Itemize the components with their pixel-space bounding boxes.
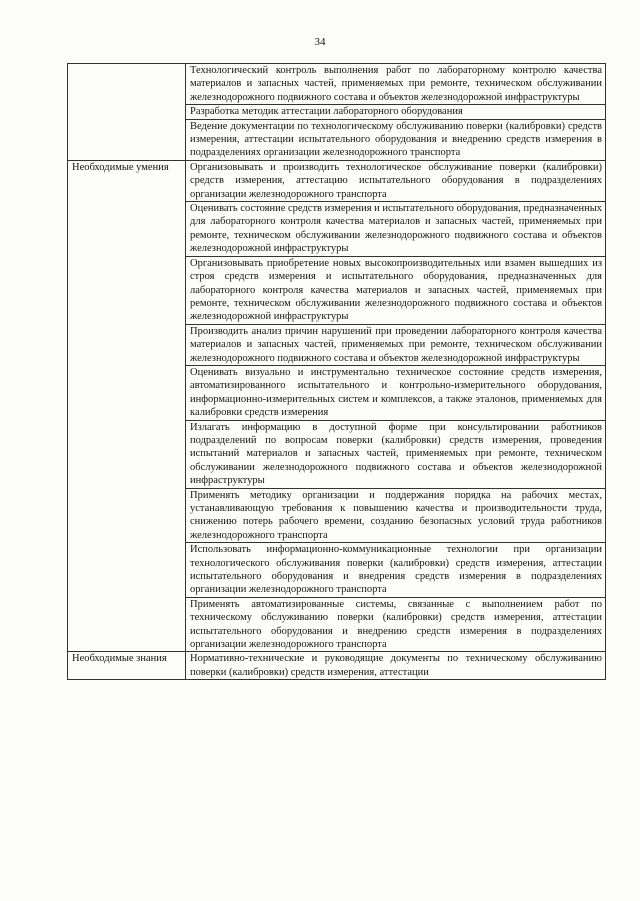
row-text: Производить анализ причин нарушений при проведении лабораторного контроля качества материалов и запасных частей, применяемых при ремонте, техническом обслуживании железнодорожного подвижного состава и объектов железнодорожной инфраструктуры	[186, 324, 606, 365]
table-row	[68, 543, 606, 598]
row-text: Излагать информацию в доступной форме при консультировании работников подразделений по вопросам поверки (калибровки) средств измерения, проведения испытаний материалов и запасных частей, применяемых при ремонте, техническом обслуживании железнодорожного подвижного состава и объектов железнодорожной инфраструктуры	[186, 420, 606, 488]
row-label	[68, 105, 186, 119]
row-label	[68, 119, 186, 160]
table-row	[68, 160, 606, 201]
table-row	[68, 652, 606, 680]
requirements-table	[67, 63, 606, 680]
table-row	[68, 202, 606, 257]
row-label	[68, 324, 186, 365]
row-label	[68, 488, 186, 543]
row-label	[68, 365, 186, 420]
row-label	[68, 256, 186, 324]
table-row	[68, 324, 606, 365]
row-label	[68, 597, 186, 652]
row-text: Применять автоматизированные системы, связанные с выполнением работ по техническому обслуживанию поверки (калибровки) средств измерения, аттестации испытательного оборудования и внедрению средств измерения в подразделениях организации железнодорожного транспорта	[186, 597, 606, 652]
row-text: Применять методику организации и поддержания порядка на рабочих местах, устанавливающую требования к повышению качества и производительности труда, снижению потерь рабочего времени, созданию безопасных условий труда работников железнодорожного транспорта	[186, 488, 606, 543]
page-number: 34	[314, 36, 326, 48]
row-text: Оценивать состояние средств измерения и испытательного оборудования, предназначенных для лабораторного контроля качества материалов и запасных частей, применяемых при ремонте, техническом обслуживании железнодорожного подвижного состава и объектов железнодорожной инфраструктуры	[186, 202, 606, 257]
row-text: Организовывать приобретение новых высокопроизводительных или взамен вышедших из строя средств измерения и испытательного оборудования, предназначенных для лабораторного контроля качества материалов и запасных частей, применяемых при ремонте, техническом обслуживании железнодорожного подвижного состава и объектов железнодорожной инфраструктуры	[186, 256, 606, 324]
section-label-knowledge: Необходимые знания	[68, 652, 186, 680]
row-text: Использовать информационно-коммуникационные технологии при организации технологического обслуживания поверки (калибровки) средств измерения, аттестации испытательного оборудования и внедрения средств измерения в подразделениях организации железнодорожного транспорта	[186, 543, 606, 598]
row-text: Ведение документации по технологическому обслуживанию поверки (калибровки) средств измерения, аттестации испытательного оборудования и внедрению средств измерения в подразделениях организации железнодорожного транспорта	[186, 119, 606, 160]
row-text: Разработка методик аттестации лабораторного оборудования	[186, 105, 606, 119]
row-label	[68, 420, 186, 488]
section-label-skills: Необходимые умения	[68, 160, 186, 201]
table-row	[68, 64, 606, 105]
table-row	[68, 420, 606, 488]
row-label	[68, 202, 186, 257]
table-row	[68, 597, 606, 652]
table-row	[68, 365, 606, 420]
table-row	[68, 119, 606, 160]
table-row	[68, 488, 606, 543]
table-row	[68, 256, 606, 324]
row-text: Организовывать и производить технологическое обслуживание поверки (калибровки) средств измерения, аттестацию испытательного оборудования в подразделениях организации железнодорожного транспорта	[186, 160, 606, 201]
row-text: Оценивать визуально и инструментально техническое состояние средств измерения, автоматизированного испытательного и контрольно-измерительного оборудования, информационно-измерительных систем и комплексов, а также эталонов, применяемых для калибровки средств измерения	[186, 365, 606, 420]
row-text: Нормативно-технические и руководящие документы по техническому обслуживанию поверки (калибровки) средств измерения, аттестации	[186, 652, 606, 680]
row-text: Технологический контроль выполнения работ по лабораторному контролю качества материалов и запасных частей, применяемых при ремонте, техническом обслуживании железнодорожного подвижного состава и объектов железнодорожной инфраструктуры	[186, 64, 606, 105]
table-row	[68, 105, 606, 119]
row-label	[68, 64, 186, 105]
row-label	[68, 543, 186, 598]
